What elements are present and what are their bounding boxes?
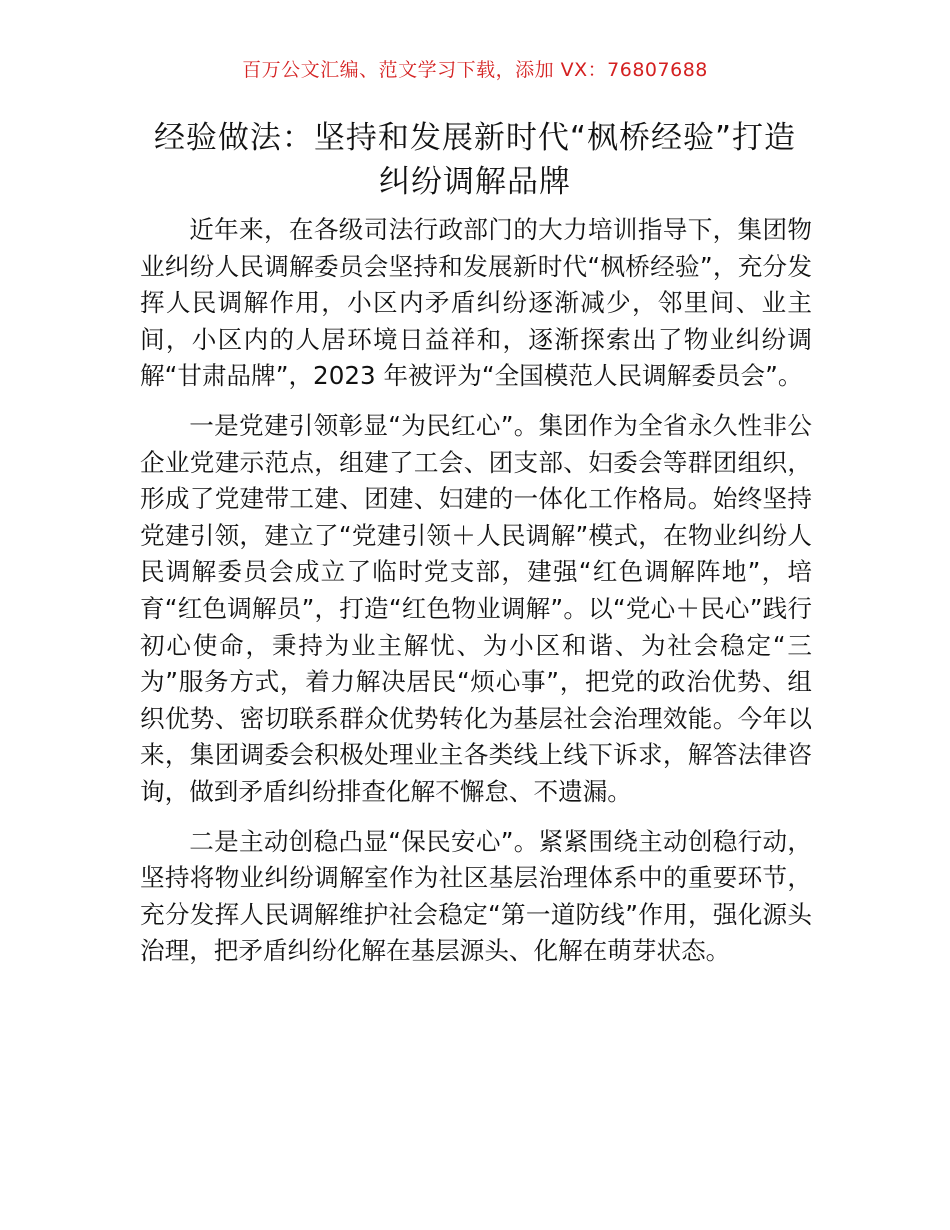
document-body <box>140 212 812 983</box>
paragraph-stability: 二是主动创稳凸显“保民安心”。紧紧围绕主动创稳行动，坚持将物业纠纷调解室作为社区基层治理体系中的重要环节，充分发挥人民调解维护社会稳定“第一道防线”作用，强化源头治理，把矛盾纠纷化解在基层源头、化解在萌芽状态。 <box>140 826 812 966</box>
header-watermark: 百万公文汇编、范文学习下载，添加 VX：76807688 <box>242 59 708 81</box>
paragraph-intro: 近年来，在各级司法行政部门的大力培训指导下，集团物业纠纷人民调解委员会坚持和发展新时代“枫桥经验”，充分发挥人民调解作用，小区内矛盾纠纷逐渐减少，邻里间、业主间，小区内的人居环境日益祥和，逐渐探索出了物业纠纷调解“甘肃品牌”，2023 年被评为“全国模范人民调解委员会”。 <box>140 215 812 391</box>
paragraph-party-building: 一是党建引领彰显“为民红心”。集团作为全省永久性非公企业党建示范点，组建了工会、团支部、妇委会等群团组织，形成了党建带工建、团建、妇建的一体化工作格局。始终坚持党建引领，建立了“党建引领＋人民调解”模式，在物业纠纷人民调解委员会成立了临时党支部，建强“红色调解阵地”，培育“红色调解员”，打造“红色物业调解”。以“党心＋民心”践行初心使命，秉持为业主解忧、为小区和谐、为社会稳定“三为”服务方式，着力解决居民“烦心事”，把党的政治优势、组织优势、密切联系群众优势转化为基层社会治理效能。今年以来，集团调委会积极处理业主各类线上线下诉求，解答法律咨询，做到矛盾纠纷排查化解不懈怠、不遗漏。 <box>140 410 812 806</box>
document-title: 经验做法：坚持和发展新时代“枫桥经验”打造纠纷调解品牌 <box>153 120 797 200</box>
